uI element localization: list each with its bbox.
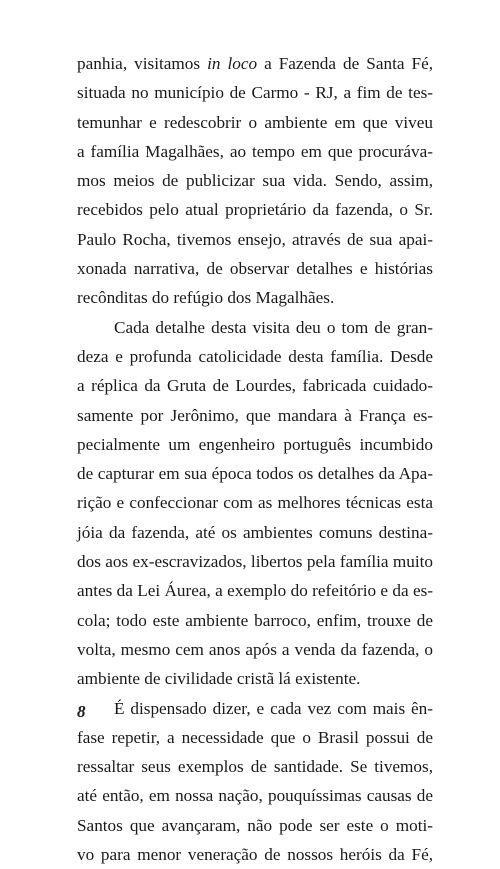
page-number: 8 xyxy=(77,702,86,721)
text-line: Santos que avançaram, não pode ser este o moti- xyxy=(77,815,433,835)
italic-term: in loco xyxy=(207,54,258,73)
text-line: pecialmente um engenheiro português incumbido xyxy=(77,434,433,454)
text-line: deza e profunda catolicidade desta família. Desde xyxy=(77,346,433,366)
text-line: recebidos pelo atual proprietário da fazenda, o Sr. xyxy=(77,200,433,220)
text-line: a réplica da Gruta de Lourdes, fabricada cuidado- xyxy=(77,376,433,396)
text-line: É dispensado dizer, e cada vez com mais ên- xyxy=(114,698,433,718)
text-line: Cada detalhe desta visita deu o tom de gran- xyxy=(114,317,433,337)
text-line: mos meios de publicizar sua vida. Sendo, assim, xyxy=(77,171,433,191)
text-line: fase repetir, a necessidade que o Brasil possui de xyxy=(77,727,433,747)
text-line: de capturar em sua época todos os detalhes da Apa- xyxy=(77,464,433,484)
text-line: panhia, visitamos in loco a Fazenda de Santa Fé, xyxy=(77,54,433,73)
text-line: recônditas do refúgio dos Magalhães. xyxy=(77,288,335,308)
text-line: antes da Lei Áurea, a exemplo do refeitório e da es- xyxy=(77,581,433,601)
text-line: Paulo Rocha, tivemos ensejo, através de sua apai- xyxy=(77,229,433,249)
text-line: rição e confeccionar com as melhores técnicas esta xyxy=(77,493,433,513)
text-line: ressaltar seus exemplos de santidade. Se tivemos, xyxy=(77,757,433,777)
text-line: jóia da fazenda, até os ambientes comuns destina- xyxy=(77,522,433,542)
text-line: temunhar e redescobrir o ambiente em que viveu xyxy=(77,112,433,132)
text-line: situada no município de Carmo - RJ, a fim de tes- xyxy=(77,83,433,103)
text-line: xonada narrativa, de observar detalhes e histórias xyxy=(77,259,433,279)
text-line: ambiente de civilidade cristã lá existente. xyxy=(77,669,361,689)
body-text xyxy=(77,49,433,869)
text-line: a família Magalhães, ao tempo em que procuráva- xyxy=(77,141,433,161)
text-line: cola; todo este ambiente barroco, enfim, trouxe de xyxy=(77,610,433,630)
text-line: dos aos ex-escravizados, libertos pela família muito xyxy=(77,552,433,572)
text-line: volta, mesmo cem anos após a venda da fazenda, o xyxy=(77,639,433,659)
text-line: vo para menor veneração de nossos heróis da Fé, xyxy=(77,845,433,865)
text-line: samente por Jerônimo, que mandara à França es- xyxy=(77,405,433,425)
text-line: até então, em nossa nação, pouquíssimas causas de xyxy=(77,786,433,806)
